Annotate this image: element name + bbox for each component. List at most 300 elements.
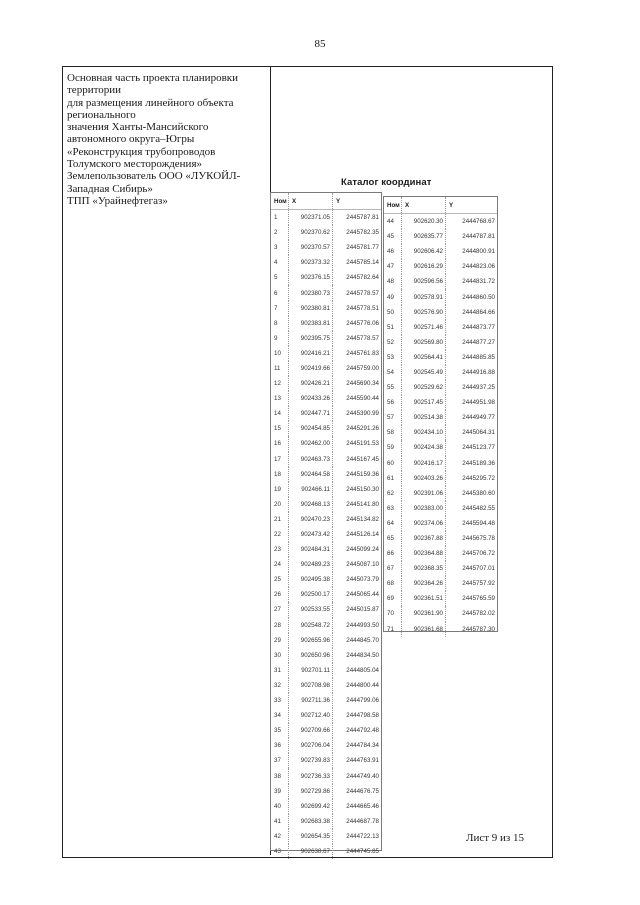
x-coordinate: 902376.15 — [289, 270, 333, 285]
x-coordinate: 902373.32 — [289, 255, 333, 270]
y-coordinate: 2444860.50 — [462, 293, 495, 301]
table-row — [384, 244, 497, 259]
description-line: Основная часть проекта планировки — [67, 72, 238, 84]
point-number: 19 — [271, 482, 289, 497]
y-coordinate: 2445167.45 — [346, 455, 379, 463]
x-coordinate: 902635.77 — [402, 229, 446, 244]
table-row — [271, 693, 381, 708]
x-coordinate: 902548.72 — [289, 618, 333, 633]
sheet-label: Лист 9 из 15 — [466, 832, 525, 844]
description-line: регионального — [67, 108, 136, 121]
header-number: Ном — [384, 197, 402, 213]
point-number: 28 — [271, 618, 289, 633]
header-y: Y — [449, 201, 454, 209]
point-number: 24 — [271, 557, 289, 572]
x-coordinate: 902708.98 — [289, 678, 333, 693]
x-coordinate: 902383.00 — [402, 501, 446, 516]
description-line: территории — [67, 84, 122, 97]
x-coordinate: 902419.66 — [289, 361, 333, 376]
table-row — [271, 738, 381, 753]
y-coordinate: 2445590.44 — [346, 395, 379, 403]
point-number: 64 — [384, 516, 402, 531]
point-number: 33 — [271, 693, 289, 708]
x-coordinate: 902739.83 — [289, 753, 333, 768]
table-row — [384, 576, 497, 591]
table-row — [271, 723, 381, 738]
point-number: 59 — [384, 440, 402, 455]
description-line: ТПП «Урайнефтегаз» — [67, 194, 168, 207]
point-number: 7 — [271, 301, 289, 316]
x-coordinate: 902620.30 — [402, 214, 446, 229]
x-coordinate: 902712.40 — [289, 708, 333, 723]
table-row — [271, 663, 381, 678]
x-coordinate: 902464.58 — [289, 467, 333, 482]
description-line: для размещения линейного объекта — [67, 96, 234, 109]
point-number: 62 — [384, 486, 402, 501]
y-coordinate: 2444763.91 — [346, 757, 379, 765]
table-row — [271, 708, 381, 723]
header-number: Ном — [271, 193, 289, 209]
table-row — [271, 542, 381, 557]
table-row — [271, 452, 381, 467]
table-row — [271, 497, 381, 512]
x-coordinate: 902424.38 — [402, 440, 446, 455]
x-coordinate: 902650.96 — [289, 648, 333, 663]
point-number: 8 — [271, 316, 289, 331]
y-coordinate: 2445707.01 — [462, 565, 495, 573]
table-row — [384, 425, 497, 440]
point-number: 12 — [271, 376, 289, 391]
point-number: 15 — [271, 421, 289, 436]
x-coordinate: 902470.23 — [289, 512, 333, 527]
y-coordinate: 2444885.85 — [462, 353, 495, 361]
table-row — [271, 406, 381, 421]
point-number: 57 — [384, 410, 402, 425]
y-coordinate: 2445087.10 — [346, 561, 379, 569]
y-coordinate: 2444800.91 — [462, 248, 495, 256]
x-coordinate: 902699.42 — [289, 799, 333, 814]
x-coordinate: 902367.88 — [402, 531, 446, 546]
y-coordinate: 2444768.67 — [462, 218, 495, 226]
point-number: 3 — [271, 240, 289, 255]
y-coordinate: 2445782.35 — [346, 229, 379, 237]
point-number: 45 — [384, 229, 402, 244]
x-coordinate: 902368.35 — [402, 561, 446, 576]
y-coordinate: 2444993.50 — [346, 621, 379, 629]
x-coordinate: 902711.36 — [289, 693, 333, 708]
table-row — [271, 391, 381, 406]
x-coordinate: 902514.38 — [402, 410, 446, 425]
description-line: Толумского месторождения» — [67, 158, 203, 171]
point-number: 36 — [271, 738, 289, 753]
table-row — [384, 289, 497, 304]
point-number: 5 — [271, 270, 289, 285]
point-number: 17 — [271, 452, 289, 467]
x-coordinate: 902454.85 — [289, 421, 333, 436]
y-coordinate: 2445765.59 — [462, 595, 495, 603]
point-number: 39 — [271, 784, 289, 799]
x-coordinate: 902361.90 — [402, 606, 446, 621]
x-coordinate: 902638.67 — [289, 844, 333, 859]
x-coordinate: 902364.26 — [402, 576, 446, 591]
table-row — [271, 376, 381, 391]
header-x: X — [402, 197, 446, 213]
y-coordinate: 2444792.48 — [346, 727, 379, 735]
table-row — [384, 471, 497, 486]
table-row — [271, 361, 381, 376]
x-coordinate: 902370.57 — [289, 240, 333, 255]
y-coordinate: 2445787.30 — [462, 625, 495, 633]
y-coordinate: 2444877.27 — [462, 338, 495, 346]
y-coordinate: 2445015.87 — [346, 606, 379, 614]
y-coordinate: 2444951.98 — [462, 399, 495, 407]
y-coordinate: 2445787.81 — [346, 214, 379, 222]
y-coordinate: 2445191.53 — [346, 440, 379, 448]
x-coordinate: 902545.49 — [402, 365, 446, 380]
description-line: автономного округа–Югры — [67, 133, 195, 146]
x-coordinate: 902529.62 — [402, 380, 446, 395]
point-number: 47 — [384, 259, 402, 274]
y-coordinate: 2444823.06 — [462, 263, 495, 271]
x-coordinate: 902495.38 — [289, 572, 333, 587]
x-coordinate: 902361.51 — [402, 591, 446, 606]
point-number: 51 — [384, 320, 402, 335]
y-coordinate: 2444798.58 — [346, 712, 379, 720]
x-coordinate: 902371.05 — [289, 210, 333, 225]
table-row — [271, 648, 381, 663]
point-number: 13 — [271, 391, 289, 406]
table-row — [271, 753, 381, 768]
table-row — [271, 421, 381, 436]
point-number: 63 — [384, 501, 402, 516]
point-number: 32 — [271, 678, 289, 693]
x-coordinate: 902374.06 — [402, 516, 446, 531]
x-coordinate: 902683.38 — [289, 814, 333, 829]
y-coordinate: 2444800.44 — [346, 681, 379, 689]
x-coordinate: 902403.26 — [402, 471, 446, 486]
table-row — [271, 316, 381, 331]
table-row — [384, 410, 497, 425]
point-number: 41 — [271, 814, 289, 829]
point-number: 60 — [384, 456, 402, 471]
x-coordinate: 902473.42 — [289, 527, 333, 542]
point-number: 48 — [384, 274, 402, 289]
y-coordinate: 2445123.77 — [462, 444, 495, 452]
description-line: «Реконструкция трубопроводов — [67, 145, 216, 158]
table-row — [271, 678, 381, 693]
table-row — [271, 210, 381, 225]
catalog-title: Каталог координат — [341, 177, 432, 188]
table-row — [384, 214, 497, 229]
point-number: 21 — [271, 512, 289, 527]
y-coordinate: 2445295.72 — [462, 474, 495, 482]
x-coordinate: 902489.23 — [289, 557, 333, 572]
x-coordinate: 902736.33 — [289, 768, 333, 783]
point-number: 23 — [271, 542, 289, 557]
table-row — [384, 440, 497, 455]
table-row — [384, 531, 497, 546]
point-number: 55 — [384, 380, 402, 395]
y-coordinate: 2444834.50 — [346, 651, 379, 659]
point-number: 31 — [271, 663, 289, 678]
x-coordinate: 902500.17 — [289, 587, 333, 602]
x-coordinate: 902517.45 — [402, 395, 446, 410]
y-coordinate: 2445761.83 — [346, 349, 379, 357]
table-row — [271, 270, 381, 285]
x-coordinate: 902709.66 — [289, 723, 333, 738]
point-number: 26 — [271, 587, 289, 602]
y-coordinate: 2445778.57 — [346, 289, 379, 297]
y-coordinate: 2444799.06 — [346, 697, 379, 705]
point-number: 53 — [384, 350, 402, 365]
table-row — [271, 331, 381, 346]
point-number: 67 — [384, 561, 402, 576]
point-number: 40 — [271, 799, 289, 814]
x-coordinate: 902468.13 — [289, 497, 333, 512]
x-coordinate: 902576.90 — [402, 305, 446, 320]
x-coordinate: 902533.55 — [289, 602, 333, 617]
table-row — [271, 814, 381, 829]
table-row — [271, 301, 381, 316]
y-coordinate: 2445159.36 — [346, 470, 379, 478]
table-header — [384, 197, 497, 214]
coordinate-table-left — [270, 192, 382, 855]
x-coordinate: 902571.46 — [402, 320, 446, 335]
x-coordinate: 902361.68 — [402, 622, 446, 637]
point-number: 49 — [384, 289, 402, 304]
table-row — [271, 844, 381, 859]
description-line: Землепользователь ООО «ЛУКОЙЛ- — [67, 170, 241, 183]
table-row — [384, 622, 497, 637]
x-coordinate: 902434.10 — [402, 425, 446, 440]
y-coordinate: 2444687.78 — [346, 817, 379, 825]
x-coordinate: 902729.86 — [289, 784, 333, 799]
table-row — [271, 436, 381, 451]
y-coordinate: 2444831.72 — [462, 278, 495, 286]
table-row — [384, 395, 497, 410]
x-coordinate: 902466.11 — [289, 482, 333, 497]
x-coordinate: 902463.73 — [289, 452, 333, 467]
y-coordinate: 2445141.80 — [346, 500, 379, 508]
point-number: 16 — [271, 436, 289, 451]
y-coordinate: 2445099.24 — [346, 546, 379, 554]
x-coordinate: 902416.21 — [289, 346, 333, 361]
point-number: 52 — [384, 335, 402, 350]
x-coordinate: 902380.81 — [289, 301, 333, 316]
x-coordinate: 902701.11 — [289, 663, 333, 678]
x-coordinate: 902370.62 — [289, 225, 333, 240]
x-coordinate: 902433.26 — [289, 391, 333, 406]
point-number: 71 — [384, 622, 402, 637]
table-row — [384, 320, 497, 335]
table-row — [271, 587, 381, 602]
point-number: 1 — [271, 210, 289, 225]
y-coordinate: 2444845.70 — [346, 636, 379, 644]
point-number: 27 — [271, 602, 289, 617]
point-number: 70 — [384, 606, 402, 621]
y-coordinate: 2445776.06 — [346, 319, 379, 327]
table-row — [271, 240, 381, 255]
table-row — [271, 618, 381, 633]
table-row — [384, 350, 497, 365]
x-coordinate: 902364.88 — [402, 546, 446, 561]
point-number: 30 — [271, 648, 289, 663]
x-coordinate: 902380.73 — [289, 285, 333, 300]
table-row — [271, 602, 381, 617]
table-header — [271, 193, 381, 210]
point-number: 42 — [271, 829, 289, 844]
table-row — [271, 225, 381, 240]
y-coordinate: 2445782.02 — [462, 610, 495, 618]
x-coordinate: 902564.41 — [402, 350, 446, 365]
y-coordinate: 2445134.82 — [346, 515, 379, 523]
table-row — [271, 829, 381, 844]
y-coordinate: 2445675.78 — [462, 535, 495, 543]
point-number: 37 — [271, 753, 289, 768]
y-coordinate: 2445785.14 — [346, 259, 379, 267]
y-coordinate: 2445291.26 — [346, 425, 379, 433]
page-number: 85 — [314, 38, 326, 50]
point-number: 38 — [271, 768, 289, 783]
table-row — [384, 229, 497, 244]
y-coordinate: 2444676.75 — [346, 787, 379, 795]
table-row — [384, 259, 497, 274]
y-coordinate: 2445706.72 — [462, 550, 495, 558]
table-row — [271, 255, 381, 270]
table-row — [384, 274, 497, 289]
y-coordinate: 2445064.31 — [462, 429, 495, 437]
point-number: 35 — [271, 723, 289, 738]
point-number: 43 — [271, 844, 289, 859]
table-row — [384, 606, 497, 621]
point-number: 22 — [271, 527, 289, 542]
point-number: 61 — [384, 471, 402, 486]
y-coordinate: 2444784.34 — [346, 742, 379, 750]
table-row — [271, 527, 381, 542]
table-row — [384, 591, 497, 606]
description-line: значения Ханты-Мансийского — [67, 121, 209, 134]
x-coordinate: 902484.31 — [289, 542, 333, 557]
point-number: 54 — [384, 365, 402, 380]
project-description — [67, 72, 267, 207]
y-coordinate: 2444949.77 — [462, 414, 495, 422]
point-number: 65 — [384, 531, 402, 546]
x-coordinate: 902447.71 — [289, 406, 333, 421]
table-row — [384, 365, 497, 380]
x-coordinate: 902426.21 — [289, 376, 333, 391]
y-coordinate: 2445390.99 — [346, 410, 379, 418]
point-number: 50 — [384, 305, 402, 320]
coordinate-table-right — [383, 196, 498, 632]
table-row — [384, 456, 497, 471]
table-row — [271, 768, 381, 783]
table-row — [271, 784, 381, 799]
point-number: 18 — [271, 467, 289, 482]
table-row — [271, 285, 381, 300]
y-coordinate: 2444937.25 — [462, 384, 495, 392]
point-number: 34 — [271, 708, 289, 723]
point-number: 10 — [271, 346, 289, 361]
y-coordinate: 2444665.46 — [346, 802, 379, 810]
x-coordinate: 902596.56 — [402, 274, 446, 289]
y-coordinate: 2445189.36 — [462, 459, 495, 467]
y-coordinate: 2444916.88 — [462, 368, 495, 376]
table-row — [384, 561, 497, 576]
point-number: 2 — [271, 225, 289, 240]
table-row — [384, 380, 497, 395]
y-coordinate: 2444873.77 — [462, 323, 495, 331]
y-coordinate: 2445757.92 — [462, 580, 495, 588]
x-coordinate: 902706.04 — [289, 738, 333, 753]
y-coordinate: 2444745.85 — [346, 847, 379, 855]
y-coordinate: 2444864.66 — [462, 308, 495, 316]
point-number: 4 — [271, 255, 289, 270]
y-coordinate: 2445380.60 — [462, 489, 495, 497]
y-coordinate: 2445150.30 — [346, 485, 379, 493]
header-x: X — [289, 193, 333, 209]
x-coordinate: 902606.42 — [402, 244, 446, 259]
x-coordinate: 902416.17 — [402, 456, 446, 471]
header-y: Y — [336, 197, 341, 205]
y-coordinate: 2445778.57 — [346, 334, 379, 342]
x-coordinate: 902462.00 — [289, 436, 333, 451]
table-row — [271, 572, 381, 587]
description-line: Западная Сибирь» — [67, 182, 153, 195]
table-row — [384, 335, 497, 350]
table-row — [271, 799, 381, 814]
table-row — [384, 501, 497, 516]
point-number: 68 — [384, 576, 402, 591]
table-row — [384, 486, 497, 501]
x-coordinate: 902391.06 — [402, 486, 446, 501]
table-row — [271, 633, 381, 648]
table-row — [384, 546, 497, 561]
table-row — [271, 557, 381, 572]
table-row — [384, 516, 497, 531]
y-coordinate: 2445778.51 — [346, 304, 379, 312]
x-coordinate: 902569.80 — [402, 335, 446, 350]
y-coordinate: 2445065.44 — [346, 591, 379, 599]
x-coordinate: 902616.29 — [402, 259, 446, 274]
point-number: 58 — [384, 425, 402, 440]
point-number: 25 — [271, 572, 289, 587]
x-coordinate: 902383.81 — [289, 316, 333, 331]
table-row — [271, 467, 381, 482]
point-number: 29 — [271, 633, 289, 648]
point-number: 6 — [271, 285, 289, 300]
y-coordinate: 2445482.55 — [462, 504, 495, 512]
y-coordinate: 2445759.00 — [346, 364, 379, 372]
point-number: 66 — [384, 546, 402, 561]
point-number: 69 — [384, 591, 402, 606]
y-coordinate: 2444749.40 — [346, 772, 379, 780]
y-coordinate: 2445782.64 — [346, 274, 379, 282]
point-number: 46 — [384, 244, 402, 259]
y-coordinate: 2445126.14 — [346, 531, 379, 539]
y-coordinate: 2444787.81 — [462, 233, 495, 241]
y-coordinate: 2445073.79 — [346, 576, 379, 584]
y-coordinate: 2444722.13 — [346, 832, 379, 840]
table-row — [271, 512, 381, 527]
point-number: 56 — [384, 395, 402, 410]
y-coordinate: 2445594.48 — [462, 519, 495, 527]
y-coordinate: 2445781.77 — [346, 244, 379, 252]
point-number: 11 — [271, 361, 289, 376]
y-coordinate: 2444805.04 — [346, 666, 379, 674]
y-coordinate: 2445690.34 — [346, 380, 379, 388]
point-number: 44 — [384, 214, 402, 229]
x-coordinate: 902395.75 — [289, 331, 333, 346]
